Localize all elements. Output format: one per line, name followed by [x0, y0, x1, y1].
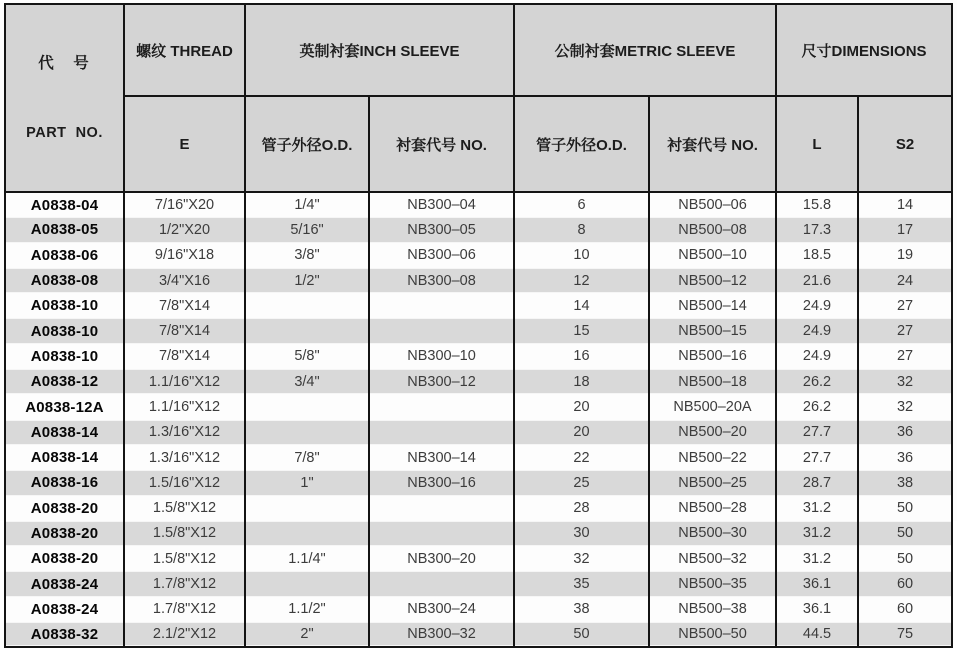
cell-metric-od: 38 [514, 597, 649, 622]
cell-thread-e: 9/16"X18 [124, 243, 245, 268]
header-part-no [5, 4, 124, 192]
cell-metric-od: 30 [514, 521, 649, 546]
cell-inch-sleeve-no: NB300–24 [369, 597, 514, 622]
cell-thread-e: 7/8"X14 [124, 344, 245, 369]
cell-thread-e: 1/2"X20 [124, 217, 245, 242]
cell-dim-s2: 32 [858, 369, 952, 394]
cell-part-no: A0838-14 [5, 445, 124, 470]
cell-thread-e: 1.3/16"X12 [124, 420, 245, 445]
table-row [5, 521, 952, 546]
cell-metric-od: 50 [514, 622, 649, 647]
cell-inch-od: 2" [245, 622, 369, 647]
cell-metric-od: 12 [514, 268, 649, 293]
cell-inch-sleeve-no: NB300–14 [369, 445, 514, 470]
cell-inch-od: 7/8" [245, 445, 369, 470]
cell-part-no: A0838-10 [5, 318, 124, 343]
cell-part-no: A0838-20 [5, 496, 124, 521]
table-row [5, 344, 952, 369]
cell-metric-od: 16 [514, 344, 649, 369]
cell-dim-l: 31.2 [776, 496, 858, 521]
cell-dim-l: 27.7 [776, 445, 858, 470]
cell-thread-e: 1.3/16"X12 [124, 445, 245, 470]
cell-thread-e: 1.5/8"X12 [124, 546, 245, 571]
cell-inch-od: 1/2" [245, 268, 369, 293]
cell-thread-e: 1.1/16"X12 [124, 369, 245, 394]
cell-metric-sleeve-no: NB500–38 [649, 597, 776, 622]
cell-inch-od: 1" [245, 470, 369, 495]
cell-dim-s2: 17 [858, 217, 952, 242]
table-row [5, 546, 952, 571]
cell-thread-e: 1.5/16"X12 [124, 470, 245, 495]
cell-metric-od: 18 [514, 369, 649, 394]
parts-table [4, 3, 953, 648]
cell-part-no: A0838-16 [5, 470, 124, 495]
cell-dim-s2: 75 [858, 622, 952, 647]
header-metric-sleeve-group: 公制衬套METRIC SLEEVE [514, 4, 776, 96]
cell-inch-sleeve-no [369, 496, 514, 521]
cell-dim-s2: 60 [858, 571, 952, 596]
cell-dim-l: 17.3 [776, 217, 858, 242]
header-thread-group: 螺纹 THREAD [124, 4, 245, 96]
cell-metric-od: 32 [514, 546, 649, 571]
cell-dim-s2: 32 [858, 394, 952, 419]
cell-dim-s2: 36 [858, 445, 952, 470]
cell-metric-sleeve-no: NB500–18 [649, 369, 776, 394]
cell-inch-od: 1/4" [245, 192, 369, 217]
cell-inch-od: 1.1/2" [245, 597, 369, 622]
cell-inch-sleeve-no: NB300–20 [369, 546, 514, 571]
cell-inch-od [245, 571, 369, 596]
cell-inch-od [245, 521, 369, 546]
header-dimensions-group: 尺寸DIMENSIONS [776, 4, 952, 96]
cell-metric-od: 22 [514, 445, 649, 470]
cell-part-no: A0838-12 [5, 369, 124, 394]
cell-dim-l: 26.2 [776, 394, 858, 419]
cell-thread-e: 1.1/16"X12 [124, 394, 245, 419]
cell-part-no: A0838-08 [5, 268, 124, 293]
table-body [5, 192, 952, 647]
cell-metric-od: 35 [514, 571, 649, 596]
cell-inch-sleeve-no [369, 318, 514, 343]
cell-metric-od: 8 [514, 217, 649, 242]
cell-metric-od: 15 [514, 318, 649, 343]
cell-thread-e: 3/4"X16 [124, 268, 245, 293]
cell-metric-sleeve-no: NB500–50 [649, 622, 776, 647]
cell-part-no: A0838-20 [5, 521, 124, 546]
cell-dim-l: 36.1 [776, 571, 858, 596]
cell-inch-od [245, 496, 369, 521]
cell-metric-sleeve-no: NB500–28 [649, 496, 776, 521]
cell-dim-l: 31.2 [776, 546, 858, 571]
cell-inch-sleeve-no: NB300–32 [369, 622, 514, 647]
header-dim-s2: S2 [858, 96, 952, 192]
cell-metric-od: 6 [514, 192, 649, 217]
cell-thread-e: 1.7/8"X12 [124, 597, 245, 622]
header-inch-od: 管子外径O.D. [245, 96, 369, 192]
cell-dim-s2: 50 [858, 546, 952, 571]
cell-dim-l: 24.9 [776, 293, 858, 318]
cell-metric-od: 14 [514, 293, 649, 318]
cell-dim-s2: 27 [858, 344, 952, 369]
cell-thread-e: 1.5/8"X12 [124, 521, 245, 546]
table-row [5, 420, 952, 445]
cell-part-no: A0838-24 [5, 597, 124, 622]
header-row-groups [5, 4, 952, 96]
cell-thread-e: 1.7/8"X12 [124, 571, 245, 596]
cell-dim-s2: 36 [858, 420, 952, 445]
table-row [5, 293, 952, 318]
table-row [5, 496, 952, 521]
header-inch-sleeve-group: 英制衬套INCH SLEEVE [245, 4, 514, 96]
header-thread-e: E [124, 96, 245, 192]
table-row [5, 217, 952, 242]
cell-thread-e: 7/16"X20 [124, 192, 245, 217]
cell-inch-sleeve-no: NB300–10 [369, 344, 514, 369]
table-row [5, 445, 952, 470]
cell-thread-e: 7/8"X14 [124, 318, 245, 343]
cell-metric-sleeve-no: NB500–20A [649, 394, 776, 419]
cell-inch-sleeve-no: NB300–08 [369, 268, 514, 293]
cell-dim-l: 44.5 [776, 622, 858, 647]
cell-dim-l: 24.9 [776, 344, 858, 369]
cell-inch-od [245, 318, 369, 343]
cell-metric-sleeve-no: NB500–25 [649, 470, 776, 495]
cell-metric-sleeve-no: NB500–08 [649, 217, 776, 242]
table-row [5, 243, 952, 268]
cell-part-no: A0838-20 [5, 546, 124, 571]
cell-dim-s2: 14 [858, 192, 952, 217]
cell-inch-sleeve-no: NB300–05 [369, 217, 514, 242]
cell-metric-od: 10 [514, 243, 649, 268]
cell-metric-sleeve-no: NB500–22 [649, 445, 776, 470]
table-row [5, 369, 952, 394]
cell-part-no: A0838-32 [5, 622, 124, 647]
cell-part-no: A0838-06 [5, 243, 124, 268]
cell-inch-sleeve-no: NB300–12 [369, 369, 514, 394]
cell-inch-sleeve-no [369, 521, 514, 546]
cell-metric-sleeve-no: NB500–20 [649, 420, 776, 445]
cell-inch-od [245, 293, 369, 318]
cell-metric-sleeve-no: NB500–30 [649, 521, 776, 546]
cell-part-no: A0838-12A [5, 394, 124, 419]
cell-thread-e: 2.1/2"X12 [124, 622, 245, 647]
cell-inch-sleeve-no: NB300–16 [369, 470, 514, 495]
header-row-subcolumns [5, 96, 952, 192]
table-row [5, 470, 952, 495]
cell-metric-sleeve-no: NB500–35 [649, 571, 776, 596]
cell-metric-od: 20 [514, 420, 649, 445]
cell-inch-sleeve-no [369, 571, 514, 596]
header-inch-sleeve-no: 衬套代号 NO. [369, 96, 514, 192]
cell-metric-sleeve-no: NB500–16 [649, 344, 776, 369]
cell-dim-s2: 19 [858, 243, 952, 268]
cell-thread-e: 1.5/8"X12 [124, 496, 245, 521]
cell-dim-s2: 27 [858, 318, 952, 343]
cell-part-no: A0838-14 [5, 420, 124, 445]
table-row [5, 318, 952, 343]
cell-inch-sleeve-no [369, 420, 514, 445]
cell-inch-sleeve-no: NB300–06 [369, 243, 514, 268]
cell-part-no: A0838-05 [5, 217, 124, 242]
header-part-no-zh: 代 号 [38, 54, 91, 72]
cell-dim-l: 26.2 [776, 369, 858, 394]
cell-dim-l: 18.5 [776, 243, 858, 268]
header-dim-l: L [776, 96, 858, 192]
cell-inch-od: 3/4" [245, 369, 369, 394]
cell-metric-sleeve-no: NB500–10 [649, 243, 776, 268]
cell-dim-s2: 50 [858, 496, 952, 521]
header-metric-sleeve-no: 衬套代号 NO. [649, 96, 776, 192]
cell-dim-l: 28.7 [776, 470, 858, 495]
cell-metric-sleeve-no: NB500–15 [649, 318, 776, 343]
cell-dim-s2: 38 [858, 470, 952, 495]
cell-dim-l: 24.9 [776, 318, 858, 343]
cell-inch-od: 5/8" [245, 344, 369, 369]
cell-dim-l: 21.6 [776, 268, 858, 293]
cell-metric-od: 25 [514, 470, 649, 495]
cell-thread-e: 7/8"X14 [124, 293, 245, 318]
header-metric-od: 管子外径O.D. [514, 96, 649, 192]
cell-part-no: A0838-10 [5, 293, 124, 318]
cell-dim-l: 36.1 [776, 597, 858, 622]
cell-metric-sleeve-no: NB500–06 [649, 192, 776, 217]
cell-part-no: A0838-10 [5, 344, 124, 369]
cell-dim-l: 31.2 [776, 521, 858, 546]
cell-dim-l: 27.7 [776, 420, 858, 445]
cell-inch-od: 5/16" [245, 217, 369, 242]
table-row [5, 394, 952, 419]
cell-metric-od: 28 [514, 496, 649, 521]
cell-inch-od [245, 420, 369, 445]
table-row [5, 268, 952, 293]
cell-metric-od: 20 [514, 394, 649, 419]
cell-metric-sleeve-no: NB500–14 [649, 293, 776, 318]
header-part-no-en: PART NO. [26, 125, 103, 142]
cell-inch-od: 3/8" [245, 243, 369, 268]
cell-dim-s2: 24 [858, 268, 952, 293]
cell-dim-s2: 50 [858, 521, 952, 546]
cell-inch-od: 1.1/4" [245, 546, 369, 571]
table-header [5, 4, 952, 192]
table-row [5, 597, 952, 622]
table-row [5, 571, 952, 596]
cell-metric-sleeve-no: NB500–32 [649, 546, 776, 571]
cell-part-no: A0838-04 [5, 192, 124, 217]
cell-inch-sleeve-no [369, 293, 514, 318]
table-row [5, 622, 952, 647]
cell-dim-s2: 60 [858, 597, 952, 622]
cell-part-no: A0838-24 [5, 571, 124, 596]
cell-inch-sleeve-no: NB300–04 [369, 192, 514, 217]
cell-dim-l: 15.8 [776, 192, 858, 217]
cell-inch-od [245, 394, 369, 419]
cell-inch-sleeve-no [369, 394, 514, 419]
cell-dim-s2: 27 [858, 293, 952, 318]
table-row [5, 192, 952, 217]
cell-metric-sleeve-no: NB500–12 [649, 268, 776, 293]
